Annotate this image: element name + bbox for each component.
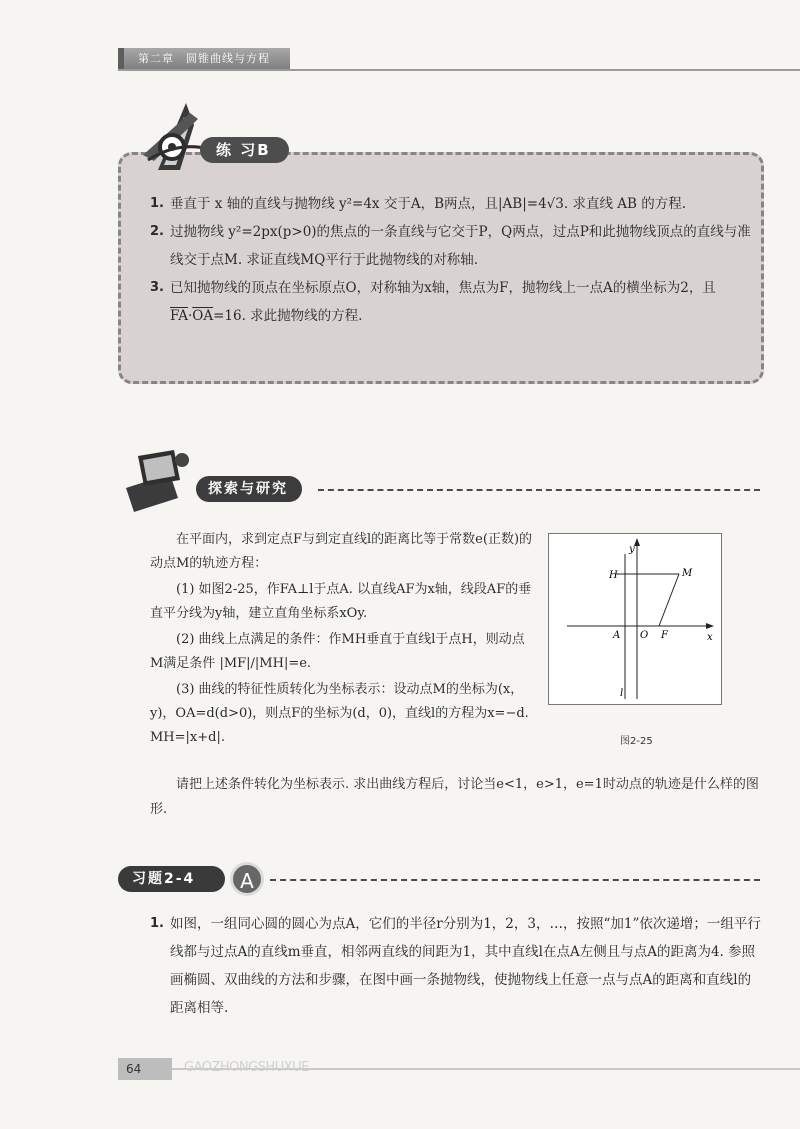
- y-axis-arrow: [634, 538, 640, 546]
- exercise-list: [150, 190, 755, 330]
- explore-header: [118, 442, 800, 522]
- problems-header: [118, 862, 800, 902]
- exercise-item: [150, 190, 755, 218]
- figure-2-25: [548, 533, 722, 705]
- page-footer: [118, 1058, 800, 1080]
- problems-dashed-rule: [270, 879, 760, 881]
- exercise-item: [150, 274, 755, 330]
- x-axis-arrow: [706, 623, 714, 629]
- exercise-header: [128, 95, 328, 175]
- vector-oa: $\overline{OA}$: [192, 308, 214, 324]
- explore-conclusion: 请把上述条件转化为坐标表示. 求出曲线方程后，讨论当e<1，e>1，e=1时动点的轨迹是什么样的图形.: [150, 777, 759, 817]
- problems-level-badge: A: [230, 862, 264, 896]
- problems-title: 习题2-4: [118, 866, 225, 892]
- explore-paragraph: (2) 曲线上点满足的条件：作MH垂直于直线l于点H，则动点M满足条件 |MF|/|MH|=e.: [150, 632, 525, 671]
- explore-paragraph: (3) 曲线的特征性质转化为坐标表示：设动点M的坐标为(x，y)，OA=d(d>0)，则点F的坐标为(d，0)，直线l的方程为x=−d. MH=|x+d|.: [150, 682, 529, 745]
- problem-item: [150, 910, 762, 1022]
- chapter-rule: [118, 69, 800, 71]
- label-f: F: [661, 630, 668, 641]
- label-m: M: [682, 568, 693, 579]
- segment-mf: [659, 574, 679, 626]
- label-a: A: [613, 630, 621, 641]
- item-text-end: =16. 求此抛物线的方程.: [213, 308, 363, 324]
- computer-icon: [118, 446, 198, 526]
- item-number: 1.: [150, 916, 164, 931]
- label-h: H: [609, 570, 618, 581]
- item-text: 垂直于 x 轴的直线与抛物线 y²=4x 交于A，B两点，且|AB|=4√3. 求直线 AB 的方程.: [170, 196, 686, 212]
- explore-paragraph: 在平面内，求到定点F与到定直线l的距离比等于常数e(正数)的动点M的轨迹方程：: [150, 532, 533, 571]
- exercise-item: [150, 218, 755, 274]
- vector-fa: $\overline{FA}$: [170, 308, 188, 324]
- label-x: x: [707, 632, 713, 643]
- parabola-construction-diagram: [549, 534, 721, 704]
- chapter-title: 圆锥曲线与方程: [186, 52, 270, 65]
- problems-list: [150, 910, 762, 1022]
- label-l: l: [620, 688, 624, 699]
- exercise-title: 练 习B: [200, 137, 289, 163]
- item-number: 1.: [150, 196, 164, 211]
- chapter-header: [118, 44, 800, 74]
- explore-body: [150, 528, 535, 752]
- item-text: 过抛物线 y²=2px(p>0)的焦点的一条直线与它交于P，Q两点，过点P和此抛物线顶点的直线与准线交于点M. 求证直线MQ平行于此抛物线的对称轴.: [170, 224, 751, 268]
- item-number: 2.: [150, 224, 164, 239]
- item-number: 3.: [150, 280, 164, 295]
- explore-dashed-rule: [318, 489, 760, 491]
- compass-ruler-icon: [128, 95, 238, 175]
- dot-operator: ·: [187, 308, 193, 324]
- chapter-number: 第二章: [138, 52, 174, 65]
- explore-title: 探索与研究: [196, 476, 302, 502]
- item-text: 已知抛物线的顶点在坐标原点O，对称轴为x轴，焦点为F，抛物线上一点A的横坐标为2，且: [170, 280, 716, 296]
- item-text: 如图，一组同心圆的圆心为点A，它们的半径r分别为1，2，3，…，按照“加1”依次递增；一组平行线都与过点A的直线m垂直，相邻两直线的间距为1，其中直线l在点A左侧且与点A的距离为4. 参照画椭圆、双曲线的方法和步骤，在图中画一条抛物线，使抛物线上任意一点与点A的距离和直线l的距离相等.: [170, 916, 761, 1016]
- chapter-tab: [118, 48, 290, 70]
- label-o: O: [640, 630, 649, 641]
- page-number: 64: [118, 1058, 172, 1080]
- explore-paragraph: (1) 如图2-25，作FA⊥l于点A. 以直线AF为x轴，线段AF的垂直平分线为y轴，建立直角坐标系xOy.: [150, 582, 532, 621]
- label-y: y: [629, 544, 635, 555]
- footer-brand: GAOZHONGSHUXUE: [184, 1060, 309, 1075]
- figure-caption: 图2-25: [620, 736, 653, 747]
